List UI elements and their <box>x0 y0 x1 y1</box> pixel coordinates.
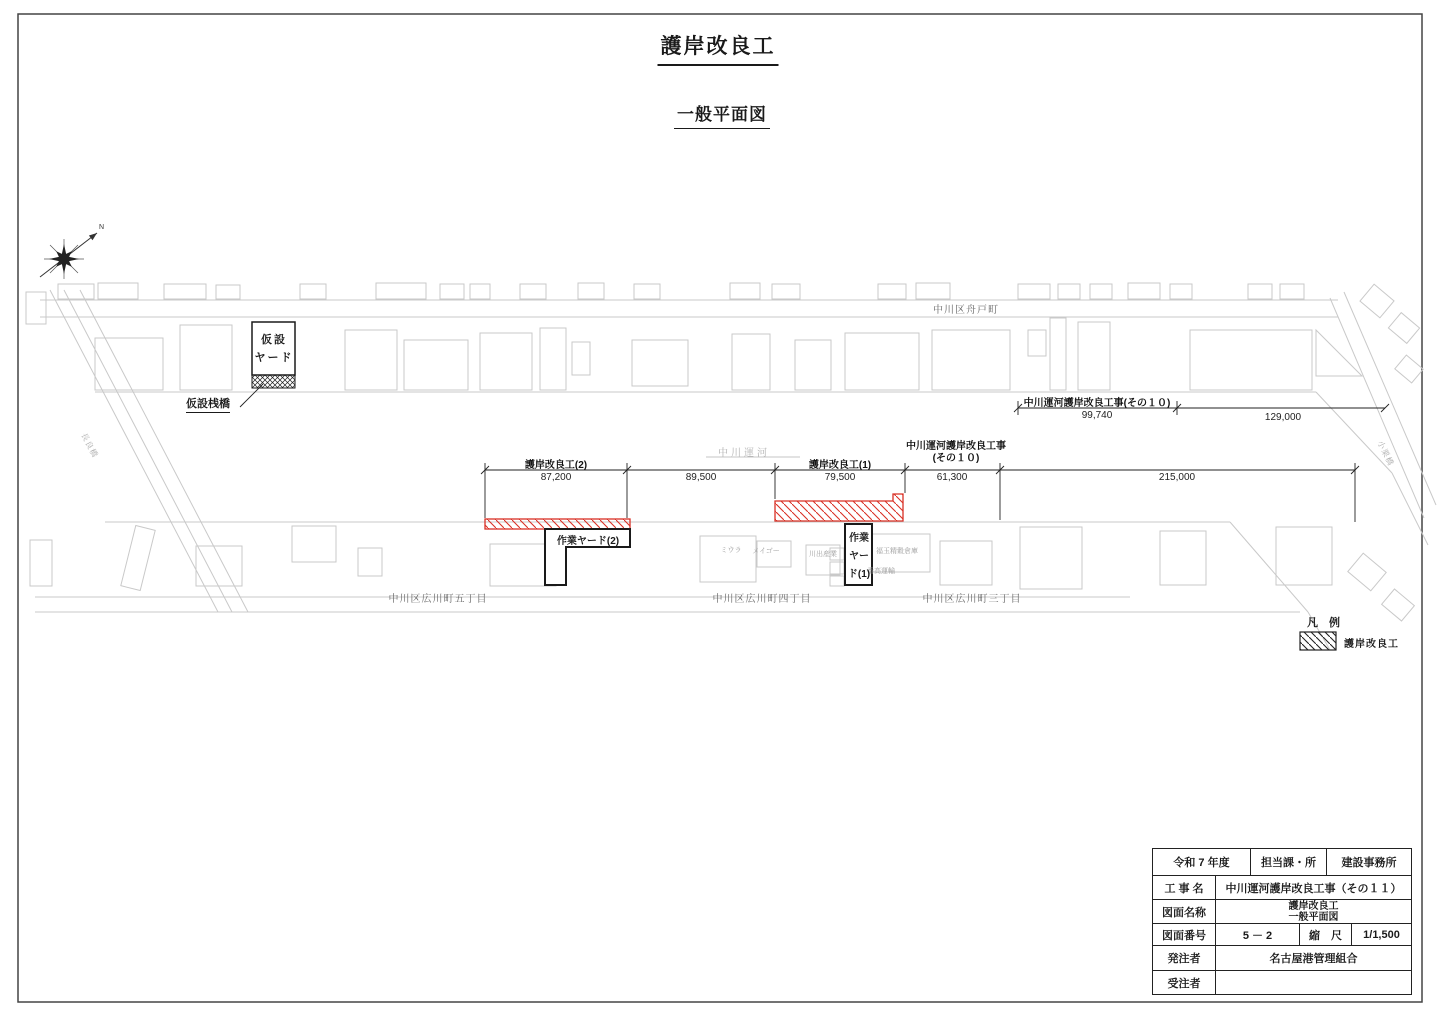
legend-item-label: 護岸改良工 <box>1344 639 1399 650</box>
drawing-name-value <box>1215 900 1411 923</box>
temp-yard-label-line1: 仮設 <box>261 334 287 346</box>
title-block-row-number-scale <box>1153 923 1411 945</box>
dim-main-seg4-label-line1: 中川運河護岸改良工事 <box>906 441 1006 452</box>
building-label: 福玉精穀倉庫 <box>876 548 918 555</box>
dim-main-seg4-value: 61,300 <box>936 472 968 483</box>
title-block <box>1152 848 1412 995</box>
contractor-label: 受注者 <box>1167 977 1201 990</box>
district-hirokawa5: 中川区広川町五丁目 <box>388 594 488 605</box>
title-block-row-contractor <box>1153 970 1411 994</box>
drawing-no-label: 図面番号 <box>1162 929 1206 942</box>
revetment-work-areas <box>485 494 903 529</box>
scale-value: 1/1,500 <box>1351 924 1411 945</box>
dim-upper-seg1-label: 中川運河護岸改良工事(その１０) <box>1023 398 1171 409</box>
work-yard-2-label: 作業ヤード(2) <box>556 536 620 547</box>
dim-upper-seg2-value: 129,000 <box>1264 412 1302 423</box>
page-title: 護岸改良工 <box>658 30 779 66</box>
drawing-name-line1: 護岸改良工 <box>1288 900 1339 912</box>
canal-label: 中川運河 <box>718 448 770 459</box>
page-subtitle: 一般平面図 <box>674 100 770 129</box>
legend-title: 凡 例 <box>1307 617 1345 629</box>
north-arrow-icon <box>40 233 97 279</box>
temp-pier-label: 仮設桟橋 <box>186 395 230 413</box>
dim-main-seg5-value: 215,000 <box>1158 472 1196 483</box>
dim-main-seg1-value: 87,200 <box>540 472 572 483</box>
drawing-name-label: 図面名称 <box>1162 906 1206 919</box>
dept-label: 担当課・所 <box>1250 849 1326 875</box>
dim-main-seg3-value: 79,500 <box>824 472 856 483</box>
contractor-value <box>1215 971 1411 994</box>
bridge-left-label: 長良橋 <box>79 431 100 460</box>
scale-label: 縮 尺 <box>1299 924 1351 945</box>
building-label: 川出産業 <box>809 551 837 558</box>
temp-yard-label-line2: ヤード <box>254 352 294 364</box>
work-yard-1-label-line2: ヤー <box>849 551 869 562</box>
dim-main-seg3-label: 護岸改良工(1) <box>808 460 872 471</box>
project-value: 中川運河護岸改良工事（その１１） <box>1215 876 1411 899</box>
client-label: 発注者 <box>1167 953 1201 965</box>
north-label: N <box>99 224 105 231</box>
work-yard-1-label-line1: 作業 <box>849 533 869 544</box>
dept-value: 建設事務所 <box>1326 849 1411 875</box>
dim-main-seg1-label: 護岸改良工(2) <box>524 460 588 471</box>
drawing-name-line2: 一般平面図 <box>1288 911 1339 923</box>
temp-pier-hatch <box>252 375 295 388</box>
building-label: メイゴー <box>752 548 780 555</box>
building-label: ミウラ <box>720 547 742 554</box>
title-block-row-client <box>1153 945 1411 970</box>
client-value: 名古屋港管理組合 <box>1215 946 1411 970</box>
drawing-no-value: 5 － 2 <box>1215 924 1299 945</box>
building-label: 番高運輸 <box>867 568 895 575</box>
title-block-row-drawing-name <box>1153 899 1411 923</box>
dim-main-seg2-value: 89,500 <box>685 472 717 483</box>
dim-main-seg4-label-line2: (その１０) <box>932 453 980 464</box>
legend-swatch <box>1300 632 1336 650</box>
work-yard-1-label-line3: ド(1) <box>847 569 871 580</box>
fiscal-year: 令和 7 年度 <box>1173 857 1230 869</box>
work-area-2-hatch <box>485 519 630 529</box>
title-block-row-project <box>1153 875 1411 899</box>
district-funato: 中川区舟戸町 <box>933 305 999 316</box>
work-area-1-hatch <box>775 494 903 521</box>
project-label: 工 事 名 <box>1164 882 1204 895</box>
district-hirokawa3: 中川区広川町三丁目 <box>922 594 1022 605</box>
dim-upper-seg1-value: 99,740 <box>1081 410 1113 421</box>
district-hirokawa4: 中川区広川町四丁目 <box>712 594 812 605</box>
title-block-row-year <box>1153 849 1411 875</box>
bridge-right-label: 小栗橋 <box>1375 439 1396 468</box>
